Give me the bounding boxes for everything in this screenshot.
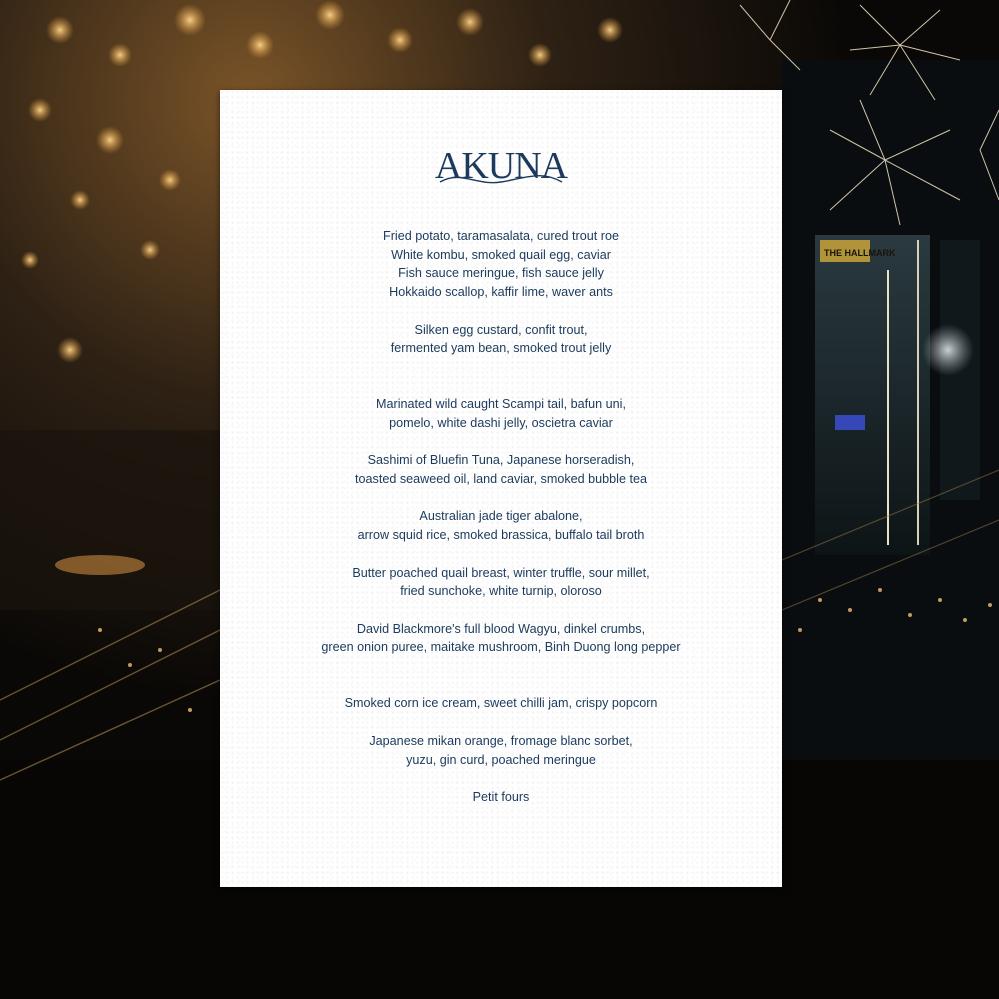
menu-line: Hokkaido scallop, kaffir lime, waver ants [389, 285, 613, 300]
menu-line: David Blackmore's full blood Wagyu, dinkel crumbs, [356, 621, 646, 636]
menu-line: Silken egg custard, confit trout, [414, 322, 588, 337]
svg-text:AKUNA: AKUNA [434, 145, 568, 186]
menu-course-1 [220, 227, 782, 302]
menu-line: arrow squid rice, smoked brassica, buffalo tail broth [357, 528, 645, 543]
menu-line: green onion puree, maitake mushroom, Binh Duong long pepper [321, 640, 681, 655]
menu-line: Sashimi of Bluefin Tuna, Japanese horseradish, [367, 453, 635, 468]
restaurant-logo [220, 142, 782, 186]
menu-line: pomelo, white dashi jelly, oscietra caviar [389, 416, 613, 430]
building-sign: THE HALLMARK [824, 248, 896, 258]
menu-course-7 [220, 620, 782, 657]
menu-course-2 [220, 321, 782, 358]
menu-course-5 [220, 507, 782, 544]
menu-line: Butter poached quail breast, winter truffle, sour millet, [352, 565, 650, 580]
menu-course-4 [220, 451, 782, 488]
menu-line: fried sunchoke, white turnip, oloroso [400, 584, 602, 599]
menu-line: Smoked corn ice cream, sweet chilli jam, crispy popcorn [344, 696, 658, 711]
menu-card [220, 90, 782, 887]
menu-line: Australian jade tiger abalone, [419, 509, 583, 524]
menu-line: fermented yam bean, smoked trout jelly [390, 341, 612, 356]
menu-course-6 [220, 564, 782, 601]
menu-course-8 [220, 694, 782, 713]
menu-course-9 [220, 732, 782, 769]
tasting-menu [220, 227, 782, 807]
menu-line: Fried potato, taramasalata, cured trout roe [383, 229, 619, 243]
menu-course-3 [220, 395, 782, 432]
menu-line: yuzu, gin curd, poached meringue [406, 752, 596, 767]
menu-line: Fish sauce meringue, fish sauce jelly [398, 266, 604, 281]
menu-line: Japanese mikan orange, fromage blanc sorbet, [369, 733, 633, 748]
menu-line: Petit fours [472, 789, 530, 804]
menu-course-10 [220, 788, 782, 807]
logo-wordmark [426, 142, 576, 186]
menu-line: White kombu, smoked quail egg, caviar [391, 247, 611, 262]
menu-line: toasted seaweed oil, land caviar, smoked bubble tea [355, 472, 647, 487]
menu-line: Marinated wild caught Scampi tail, bafun uni, [376, 397, 626, 412]
